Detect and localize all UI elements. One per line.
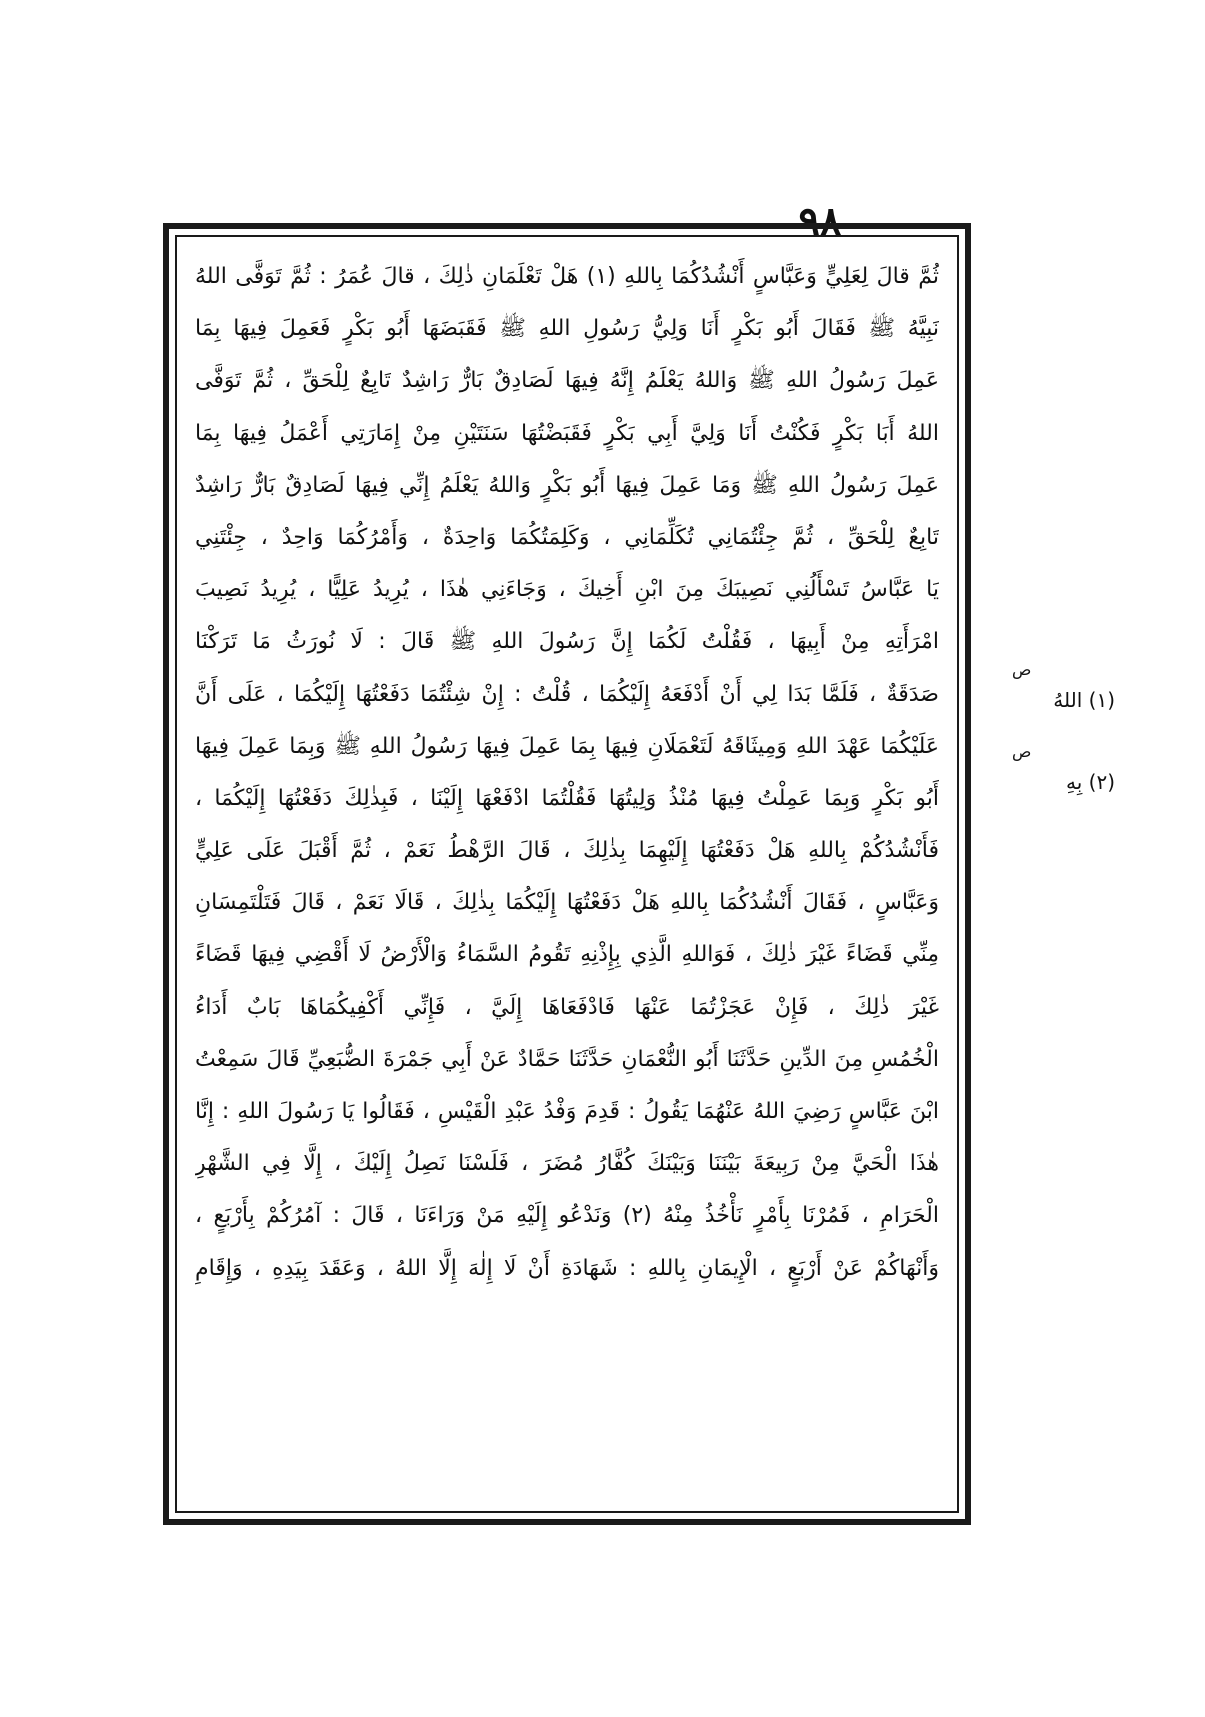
footnote: (٢) بِهِ xyxy=(1065,770,1115,794)
main-text xyxy=(195,251,939,1497)
text-line: عَمِلَ رَسُولُ اللهِ ﷺ وَمَا عَمِلَ فِيهَا أَبُو بَكْرٍ وَاللهُ يَعْلَمُ إِنِّي فِيهَا لَصَادِقٌ بَارٌّ رَاشِدٌ xyxy=(195,472,939,498)
text-line: مِنِّي قَضَاءً غَيْرَ ذٰلِكَ ، فَوَاللهِ الَّذِي بِإِذْنِهِ تَقُومُ السَّمَاءُ وَالْأَرْضُ لَا أَقْضِي فِيهَا قَضَاءً xyxy=(195,942,939,968)
text-line: ثُمَّ قالَ لِعَلِيٍّ وَعَبَّاسٍ أَنْشُدُكُمَا بِاللهِ (١) هَلْ تَعْلَمَانِ ذٰلِكَ ، قالَ عُمَرُ : ثُمَّ تَوَفَّى اللهُ xyxy=(195,264,939,289)
text-line: هٰذَا الْحَيَّ مِنْ رَبِيعَةَ بَيْنَنَا وَبَيْنَكَ كُفَّارُ مُضَرَ ، فَلَسْنَا نَصِلُ إِلَيْكَ ، إِلَّا فِي الشَّهْرِ xyxy=(195,1151,939,1177)
margin-footnotes xyxy=(1005,660,1115,802)
page-frame-inner xyxy=(175,235,959,1513)
text-line: عَمِلَ رَسُولُ اللهِ ﷺ وَاللهُ يَعْلَمُ إِنَّهُ فِيهَا لَصَادِقٌ بَارٌّ رَاشِدٌ تَابِعٌ لِلْحَقِّ ، ثُمَّ تَوَفَّى xyxy=(195,368,939,394)
text-line: اللهُ أَبَا بَكْرٍ فَكُنْتُ أَنَا وَلِيَّ أَبِي بَكْرٍ فَقَبَضْتُهَا سَنَتَيْنِ مِنْ إِمَارَتِي أَعْمَلُ فِيهَا بِمَا xyxy=(195,420,939,446)
page-frame xyxy=(163,223,971,1525)
text-line: امْرَأَتِهِ مِنْ أَبِيهَا ، فَقُلْتُ لَكُمَا إِنَّ رَسُولَ اللهِ ﷺ قَالَ : لَا نُورَثُ مَا تَرَكْنَا xyxy=(195,629,939,655)
text-line: يَا عَبَّاسُ تَسْأَلُنِي نَصِيبَكَ مِنَ ابْنِ أَخِيكَ ، وَجَاءَنِي هٰذَا ، يُرِيدُ عَلِيًّا ، يُرِيدُ نَصِيبَ xyxy=(195,577,939,603)
text-line: وَعَبَّاسٍ ، فَقَالَ أَنْشُدُكُمَا بِاللهِ هَلْ دَفَعْتُهَا إِلَيْكُمَا بِذٰلِكَ ، قَالَا نَعَمْ ، قَالَ فَتَلْتَمِسَانِ xyxy=(195,890,939,916)
text-line: غَيْرَ ذٰلِكَ ، فَإِنْ عَجَزْتُمَا عَنْهَا فَادْفَعَاهَا إِلَيَّ ، فَإِنِّي أَكْفِيكُمَاهَا بَابٌ أَدَاءُ xyxy=(195,994,939,1020)
text-line: صَدَقَةٌ ، فَلَمَّا بَدَا لِي أَنْ أَدْفَعَهُ إِلَيْكُمَا ، قُلْتُ : إِنْ شِئْتُمَا دَفَعْتُهَا إِلَيْكُمَا ، عَلَى أَنَّ xyxy=(195,681,939,707)
margin-note-mark: ص xyxy=(1012,660,1032,679)
page-number: ٩٨ xyxy=(798,198,842,245)
text-line: عَلَيْكُمَا عَهْدَ اللهِ وَمِيثَاقَهُ لَتَعْمَلَانِ فِيهَا بِمَا عَمِلَ فِيهَا رَسُولُ اللهِ ﷺ وَبِمَا عَمِلَ فِيهَا xyxy=(195,733,939,759)
text-line: تَابِعٌ لِلْحَقِّ ، ثُمَّ جِئْتُمَانِي تُكَلِّمَانِي ، وَكَلِمَتُكُمَا وَاحِدَةٌ ، وَأَمْرُكُمَا وَاحِدٌ ، جِئْتَنِي xyxy=(195,524,939,550)
text-line: الْخُمُسِ مِنَ الدِّينِ حَدَّثَنَا أَبُو النُّعْمَانِ حَدَّثَنَا حَمَّادٌ عَنْ أَبِي جَمْرَةَ الضُّبَعِيِّ قَالَ سَمِعْتُ xyxy=(195,1046,939,1072)
text-line: فَأَنْشُدُكُمْ بِاللهِ هَلْ دَفَعْتُهَا إِلَيْهِمَا بِذٰلِكَ ، قَالَ الرَّهْطُ نَعَمْ ، ثُمَّ أَقْبَلَ عَلَى عَلِيٍّ xyxy=(195,838,939,864)
footnote: (١) اللهُ xyxy=(1053,688,1115,712)
text-line: وَأَنْهَاكُمْ عَنْ أَرْبَعٍ ، الْإِيمَانِ بِاللهِ : شَهَادَةِ أَنْ لَا إِلٰهَ إِلَّا اللهُ ، وَعَقَدَ بِيَدِهِ ، وَإِقَامِ xyxy=(195,1255,939,1281)
text-line: نَبِيَّهُ ﷺ فَقَالَ أَبُو بَكْرٍ أَنَا وَلِيُّ رَسُولِ اللهِ ﷺ فَقَبَضَهَا أَبُو بَكْرٍ فَعَمِلَ فِيهَا بِمَا xyxy=(195,316,939,342)
text-line: أَبُو بَكْرٍ وَبِمَا عَمِلْتُ فِيهَا مُنْذُ وَلِيتُهَا فَقُلْتُمَا ادْفَعْهَا إِلَيْنَا ، فَبِذٰلِكَ دَفَعْتُهَا إِلَيْكُمَا ، xyxy=(195,785,939,811)
text-line: ابْنَ عَبَّاسٍ رَضِيَ اللهُ عَنْهُمَا يَقُولُ : قَدِمَ وَفْدُ عَبْدِ الْقَيْسِ ، فَقَالُوا يَا رَسُولَ اللهِ : إِنَّا xyxy=(195,1099,939,1124)
margin-note-mark: ص xyxy=(1012,742,1032,761)
text-line: الْحَرَامِ ، فَمُرْنَا بِأَمْرٍ نَأْخُذُ مِنْهُ (٢) وَنَدْعُو إِلَيْهِ مَنْ وَرَاءَنَا ، قَالَ : آمُرُكُمْ بِأَرْبَعٍ ، xyxy=(195,1203,939,1229)
